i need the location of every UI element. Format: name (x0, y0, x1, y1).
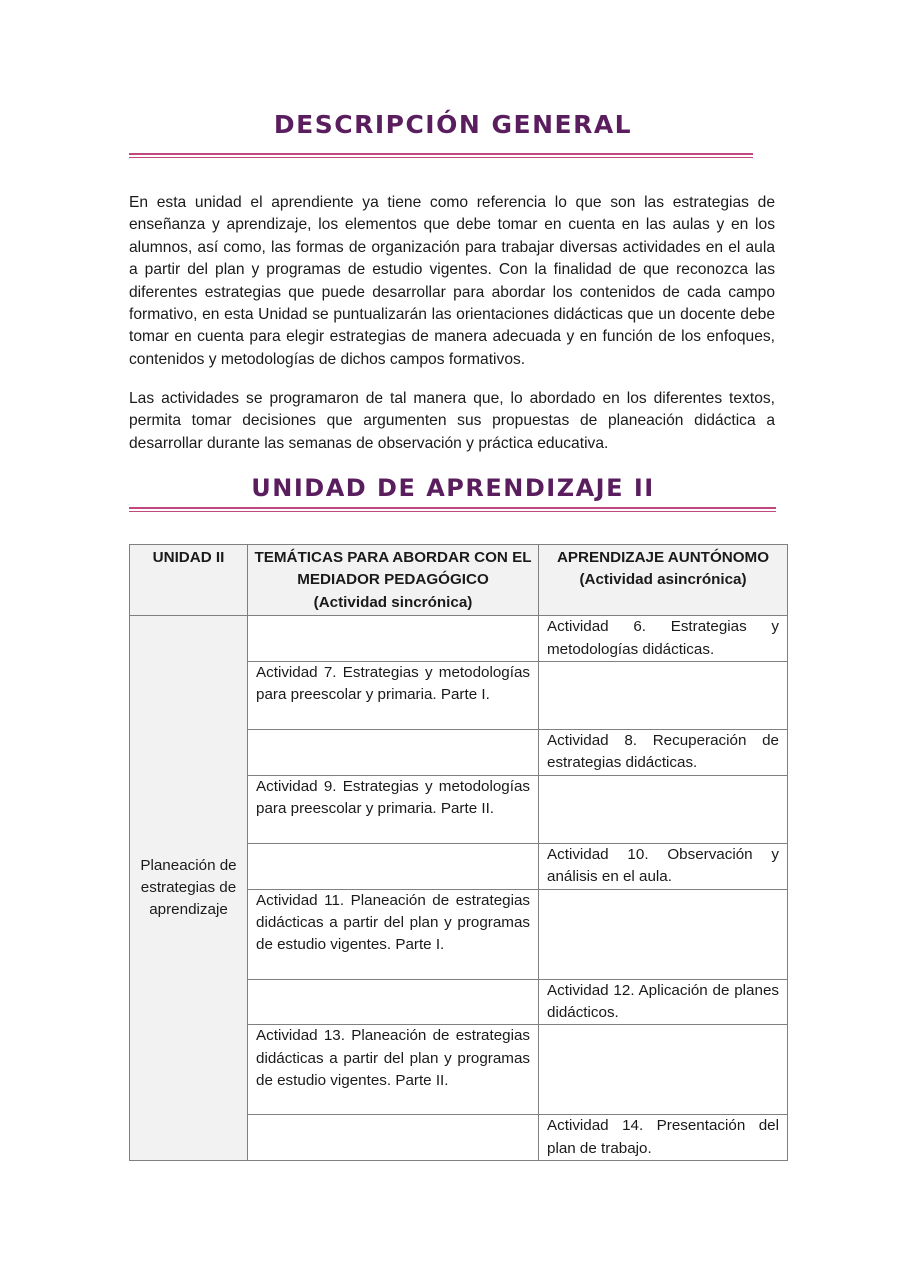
async-cell (539, 775, 788, 843)
sync-cell (248, 1115, 539, 1161)
async-cell (539, 1025, 788, 1115)
title-underline (129, 507, 776, 512)
header-async-title: APRENDIZAJE AUNTÓNOMO (556, 549, 770, 566)
section-title-descripcion: DESCRIPCIÓN GENERAL (273, 110, 633, 139)
async-cell: Actividad 14. Presentación del plan de trabajo. (539, 1115, 788, 1161)
async-cell (539, 889, 788, 979)
unit-activities-table (129, 544, 788, 1161)
async-cell: Actividad 10. Observación y análisis en el aula. (539, 843, 788, 889)
table-row (130, 616, 788, 662)
async-cell: Actividad 8. Recuperación de estrategias didácticas. (539, 730, 788, 776)
header-async-subtitle: (Actividad asincrónica) (579, 571, 747, 589)
sync-cell: Actividad 9. Estrategias y metodologías para preescolar y primaria. Parte II. (248, 775, 539, 843)
sync-cell (248, 979, 539, 1025)
async-cell: Actividad 12. Aplicación de planes didácticos. (539, 979, 788, 1025)
async-cell (539, 662, 788, 730)
section-title-unidad: UNIDAD DE APRENDIZAJE II (251, 474, 655, 502)
paragraph: En esta unidad el aprendiente ya tiene como referencia lo que son las estrategias de enseñanza y aprendizaje, los elementos que debe tomar en cuenta en las aulas y en los alumnos, así como, las formas de organización para trabajar diversas actividades en el aula a partir del plan y programas de estudio vigentes. Con la finalidad de que reconozca las diferentes estrategias que puede desarrollar para abordar los contenidos de cada campo formativo, en esta Unidad se puntualizarán las orientaciones didácticas que un docente debe tomar en cuenta para elegir estrategias de manera adecuada y en función de los enfoques, contenidos y metodologías de dichos campos formativos. (129, 194, 775, 368)
sync-cell: Actividad 11. Planeación de estrategias didácticas a partir del plan y programas de estudio vigentes. Parte I. (248, 889, 539, 979)
sync-cell (248, 730, 539, 776)
unit-name-cell: Planeación de estrategias de aprendizaje (130, 616, 248, 1161)
header-async (539, 545, 788, 616)
sync-cell (248, 616, 539, 662)
sync-cell: Actividad 13. Planeación de estrategias didácticas a partir del plan y programas de estudio vigentes. Parte II. (248, 1025, 539, 1115)
async-cell: Actividad 6. Estrategias y metodologías didácticas. (539, 616, 788, 662)
sync-cell: Actividad 7. Estrategias y metodologías para preescolar y primaria. Parte I. (248, 662, 539, 730)
header-sync (248, 545, 539, 616)
header-sync-subtitle: (Actividad sincrónica) (313, 593, 473, 611)
paragraph: Las actividades se programaron de tal manera que, lo abordado en los diferentes textos, permita tomar decisiones que argumenten sus propuestas de planeación didáctica a desarrollar durante las semanas de observación y práctica educativa. (129, 390, 775, 452)
sync-cell (248, 843, 539, 889)
header-unit: UNIDAD II (130, 545, 248, 616)
title-underline (129, 153, 753, 158)
table-header-row (130, 545, 788, 616)
header-sync-title: TEMÁTICAS PARA ABORDAR CON EL MEDIADOR PEDAGÓGICO (254, 549, 532, 589)
